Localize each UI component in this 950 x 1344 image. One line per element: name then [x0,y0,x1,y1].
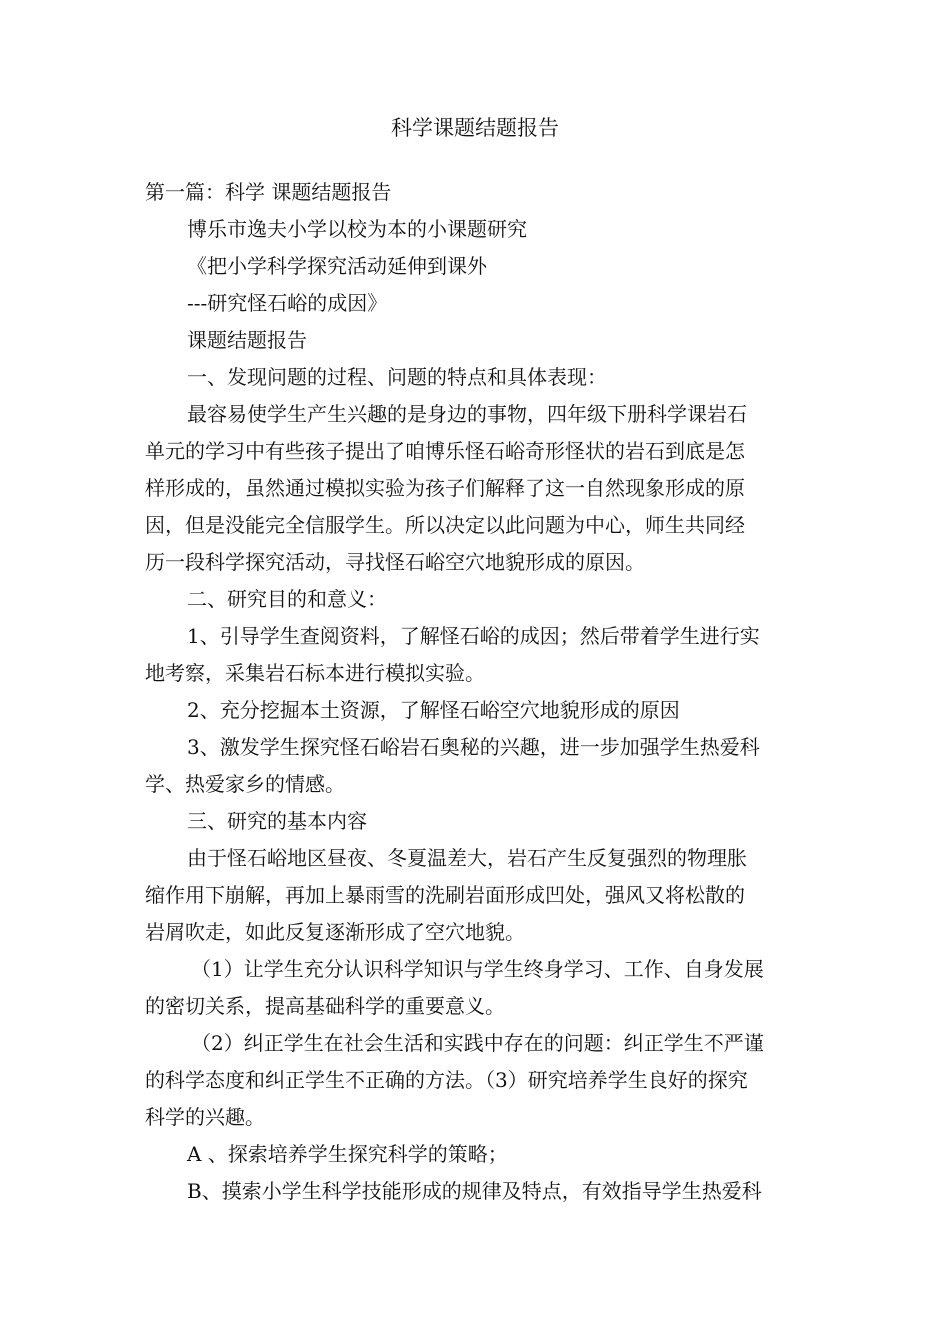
body-line: 地考察，采集岩石标本进行模拟实验。 [145,661,485,685]
body-line: 的科学态度和纠正学生不正确的方法。（3）研究培养学生良好的探究 [145,1068,748,1092]
body-line: 缩作用下崩解，再加上暴雨雪的洗刷岩面形成凹处，强风又将松散的 [145,883,745,907]
body-line: 单元的学习中有些孩子提出了咱博乐怪石峪奇形怪状的岩石到底是怎 [145,439,745,463]
body-line: 历一段科学探究活动，寻找怪石峪空穴地貌形成的原因。 [145,550,645,574]
body-line: A 、探索培养学生探究科学的策略； [187,1142,508,1166]
body-line: 样形成的，虽然通过模拟实验为孩子们解释了这一自然现象形成的原 [145,476,745,500]
body-line: 的密切关系，提高基础科学的重要意义。 [145,994,505,1018]
body-line: 三、研究的基本内容 [187,809,367,833]
body-line: 学、热爱家乡的情感。 [145,772,345,796]
body-line: 最容易使学生产生兴趣的是身边的事物，四年级下册科学课岩石 [187,402,747,426]
body-line: 由于怪石峪地区昼夜、冬夏温差大，岩石产生反复强烈的物理胀 [187,846,747,870]
body-line: 一、发现问题的过程、问题的特点和具体表现： [187,365,607,389]
body-line: 1、引导学生查阅资料，了解怪石峪的成因；然后带着学生进行实 [187,624,760,648]
document-body [145,174,810,1210]
body-line: （1）让学生充分认识科学知识与学生终身学习、工作、自身发展 [191,957,764,981]
body-line: ---研究怪石峪的成因》 [187,291,388,315]
body-line: 第一篇：科学 课题结题报告 [145,180,392,204]
body-line: 二、研究目的和意义： [187,587,387,611]
body-line: 科学的兴趣。 [145,1105,265,1129]
body-line: 博乐市逸夫小学以校为本的小课题研究 [187,217,527,241]
body-line: 3、激发学生探究怪石峪岩石奥秘的兴趣，进一步加强学生热爱科 [187,735,760,759]
body-line: （2）纠正学生在社会生活和实践中存在的问题：纠正学生不严谨 [191,1031,764,1055]
body-line: B、摸索小学生科学技能形成的规律及特点，有效指导学生热爱科 [187,1179,762,1203]
document-title: 科学课题结题报告 [391,116,559,140]
body-line: 2、充分挖掘本土资源，了解怪石峪空穴地貌形成的原因 [187,698,680,722]
body-line: 因，但是没能完全信服学生。所以决定以此问题为中心，师生共同经 [145,513,745,537]
body-line: 岩屑吹走，如此反复逐渐形成了空穴地貌。 [145,920,525,944]
body-line: 《把小学科学探究活动延伸到课外 [187,254,487,278]
body-line: 课题结题报告 [187,328,307,352]
